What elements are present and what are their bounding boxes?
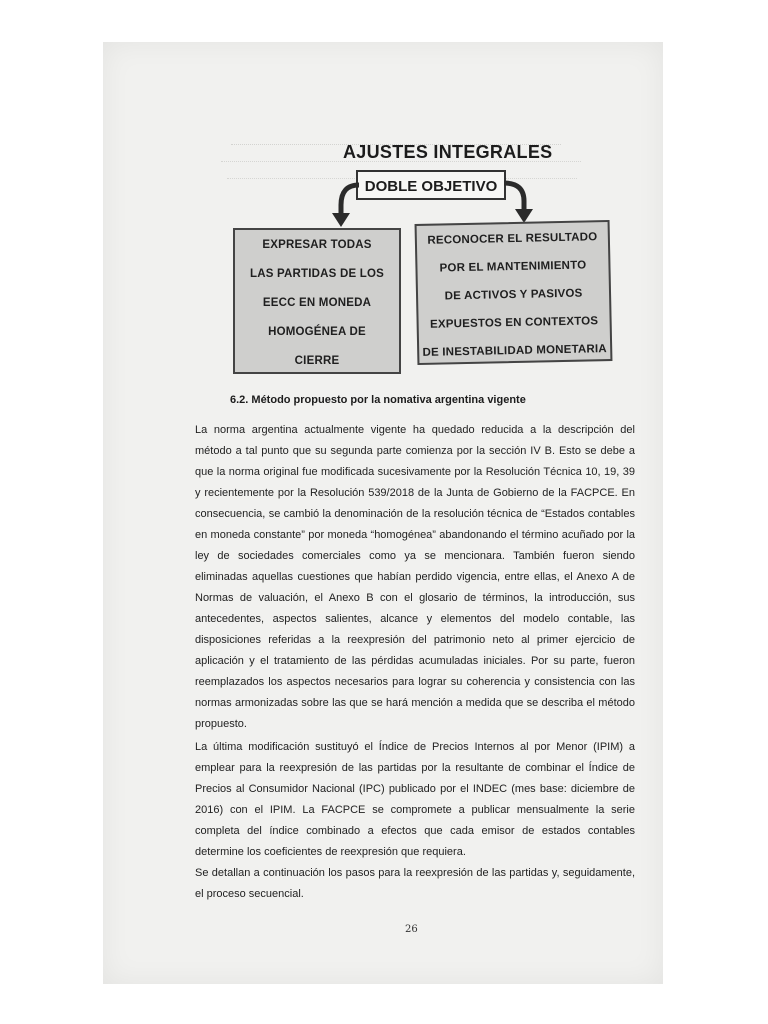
paragraph-line: disposiciones referidas a la reexpresión del patrimonio neto al primer ejercicio de — [195, 634, 635, 646]
paragraph-line: eliminadas aquellas cuestiones que habían perdido vigencia, entre ellas, el Anexo A de — [195, 571, 635, 583]
paragraph-2 — [195, 737, 635, 863]
paragraph-line: propuesto. — [195, 718, 247, 730]
left-box-line: HOMOGÉNEA DE — [268, 326, 366, 338]
paragraph-line: Se detallan a continuación los pasos para la reexpresión de las partidas y, seguidamente, — [195, 867, 635, 879]
paragraph-line: que la norma original fue modificada sucesivamente por la Resolución Técnica 10, 19, 39 — [195, 466, 635, 478]
paragraph-line: La norma argentina actualmente vigente ha quedado reducida a la descripción del — [195, 424, 635, 436]
right-box-line: DE INESTABILIDAD MONETARIA — [422, 343, 607, 359]
paragraph-line: consecuencia, se cambió la denominación de la resolución técnica de “Estados contables — [195, 508, 635, 520]
paragraph-line: y recientemente por la Resolución 539/2018 de la Junta de Gobierno de la FACPCE. En — [195, 487, 635, 499]
right-box-line: EXPUESTOS EN CONTEXTOS — [429, 315, 599, 331]
left-box-line: CIERRE — [294, 355, 340, 367]
diagram-subtitle: DOBLE OBJETIVO — [364, 178, 498, 195]
paragraph-line: en moneda constante” por moneda “homogénea” abandonando el término acuñado por la — [195, 529, 635, 541]
right-arrow-icon — [500, 173, 544, 225]
paragraph-line: 2016) con el IPIM. La FACPCE se compromete a publicar mensualmente la serie — [195, 804, 635, 816]
paragraph-line: La última modificación sustituyó el Índice de Precios Internos al por Menor (IPIM) a — [195, 741, 635, 753]
paragraph-line: ley de sociedades comerciales como ya se mencionara. También fueron siendo — [195, 550, 635, 562]
paragraph-line: normas armonizadas sobre las que se hará mención a medida que se describa el método — [195, 697, 635, 709]
left-objective-box — [233, 228, 401, 374]
paragraph-line: método a tal punto que su segunda parte comienza por la sección IV B. Esto se debe a — [195, 445, 635, 457]
diagram-title: AJUSTES INTEGRALES — [343, 142, 553, 162]
paragraph-line: determine los coeficientes de reexpresión que requiera. — [195, 846, 466, 858]
paragraph-line: antecedentes, aspectos salientes, alcance y elementos del modelo contable, las — [195, 613, 635, 625]
paragraph-line: emplear para la reexpresión de las partidas por la resultante de combinar el Índice de — [195, 762, 635, 774]
paragraph-line: Precios al Consumidor Nacional (IPC) publicado por el INDEC (mes base: diciembre de — [195, 783, 635, 795]
right-box-line: POR EL MANTENIMIENTO — [439, 259, 587, 275]
left-box-line: EXPRESAR TODAS — [262, 239, 372, 251]
right-box-line: DE ACTIVOS Y PASIVOS — [444, 287, 583, 303]
left-box-line: LAS PARTIDAS DE LOS — [250, 268, 384, 280]
right-objective-box — [415, 220, 613, 365]
right-box-line: RECONOCER EL RESULTADO — [427, 231, 598, 247]
left-box-line: EECC EN MONEDA — [262, 297, 372, 309]
paragraph-line: el proceso secuencial. — [195, 888, 304, 900]
paragraph-line: reemplazados los aspectos necesarios para lograr su coherencia y consistencia con las — [195, 676, 635, 688]
paragraph-line: completa del índice combinado a efectos que cada emisor de estados contables — [195, 825, 635, 837]
paragraph-1 — [195, 420, 635, 735]
paragraph-line: aplicación y el tratamiento de las pérdidas acumuladas iniciales. Por su parte, fueron — [195, 655, 635, 667]
paragraph-line: Normas de valuación, el Anexo B con el glosario de términos, la introducción, sus — [195, 592, 635, 604]
left-arrow-icon — [325, 175, 365, 229]
page-number: 26 — [405, 924, 418, 935]
document-page — [103, 42, 663, 984]
paragraph-3 — [195, 863, 635, 905]
diagram-subtitle-box — [356, 170, 506, 200]
section-heading: 6.2. Método propuesto por la nomativa argentina vigente — [230, 394, 526, 406]
